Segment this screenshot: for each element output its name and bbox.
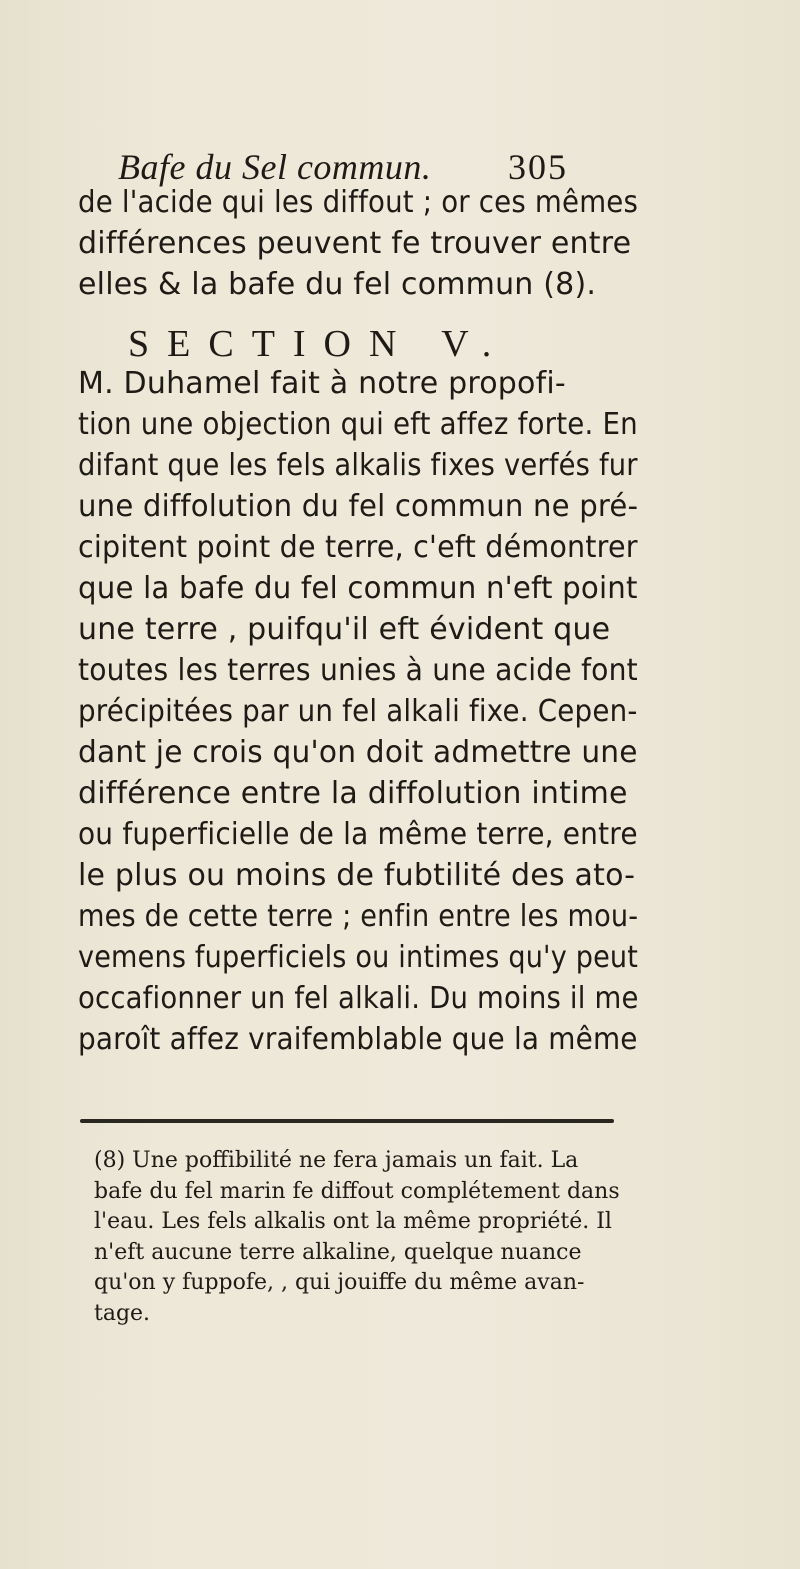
running-head-title: Bafe du Sel commun. (118, 147, 432, 187)
text-line: précipitées par un fel alkali fixe. Cepen- (78, 694, 638, 729)
page-number: 305 (508, 147, 568, 187)
text-line: de l'acide qui les diffout ; or ces mêmes (78, 185, 639, 220)
footnote-line: (8) Une poffibilité ne fera jamais un fait. La (94, 1148, 579, 1173)
text-line: paroît affez vraifemblable que la même (78, 1022, 638, 1057)
text-line: une terre , puifqu'il eft évident que (78, 612, 611, 647)
text-line: dant je crois qu'on doit admettre une (78, 735, 638, 770)
text-line: cipitent point de terre, c'eft démontrer (78, 530, 638, 565)
text-line: M. Duhamel fait à notre propofi- (78, 366, 566, 401)
footnote-divider (80, 1119, 614, 1123)
text-line: difant que les fels alkalis fixes verfés fur (78, 448, 638, 483)
footnote-line: bafe du fel marin fe diffout complétement dans (94, 1178, 620, 1204)
text-line: une diffolution du fel commun ne pré- (78, 489, 639, 524)
footnote-line: n'eft aucune terre alkaline, quelque nuance (94, 1239, 582, 1265)
text-line: vemens fuperficiels ou intimes qu'y peut (78, 940, 639, 975)
text-line: ou fuperficielle de la même terre, entre (78, 817, 638, 852)
text-line: toutes les terres unies à une acide font (78, 653, 638, 688)
footnote-line: tage. (94, 1300, 151, 1326)
text-line: mes de cette terre ; enfin entre les mou- (78, 899, 639, 934)
footnote (94, 1146, 634, 1329)
text-line: occafionner un fel alkali. Du moins il me (78, 981, 639, 1016)
text-line: que la bafe du fel commun n'eft point (78, 571, 638, 606)
text-line: le plus ou moins de fubtilité des ato- (78, 858, 636, 893)
lead-paragraph (78, 182, 638, 305)
text-line: elles & la bafe du fel commun (8). (78, 267, 597, 302)
text-line: tion une objection qui eft affez forte. En (78, 407, 638, 442)
text-line: différence entre la diffolution intime (78, 776, 628, 811)
text-line: différences peuvent fe trouver entre (78, 226, 632, 261)
section-heading: SECTION V. (128, 323, 510, 365)
footnote-line: qu'on y fuppofe, , qui jouiffe du même avan- (94, 1270, 585, 1295)
main-paragraph (78, 363, 638, 1060)
footnote-line: l'eau. Les fels alkalis ont la même propriété. Il (94, 1209, 612, 1234)
